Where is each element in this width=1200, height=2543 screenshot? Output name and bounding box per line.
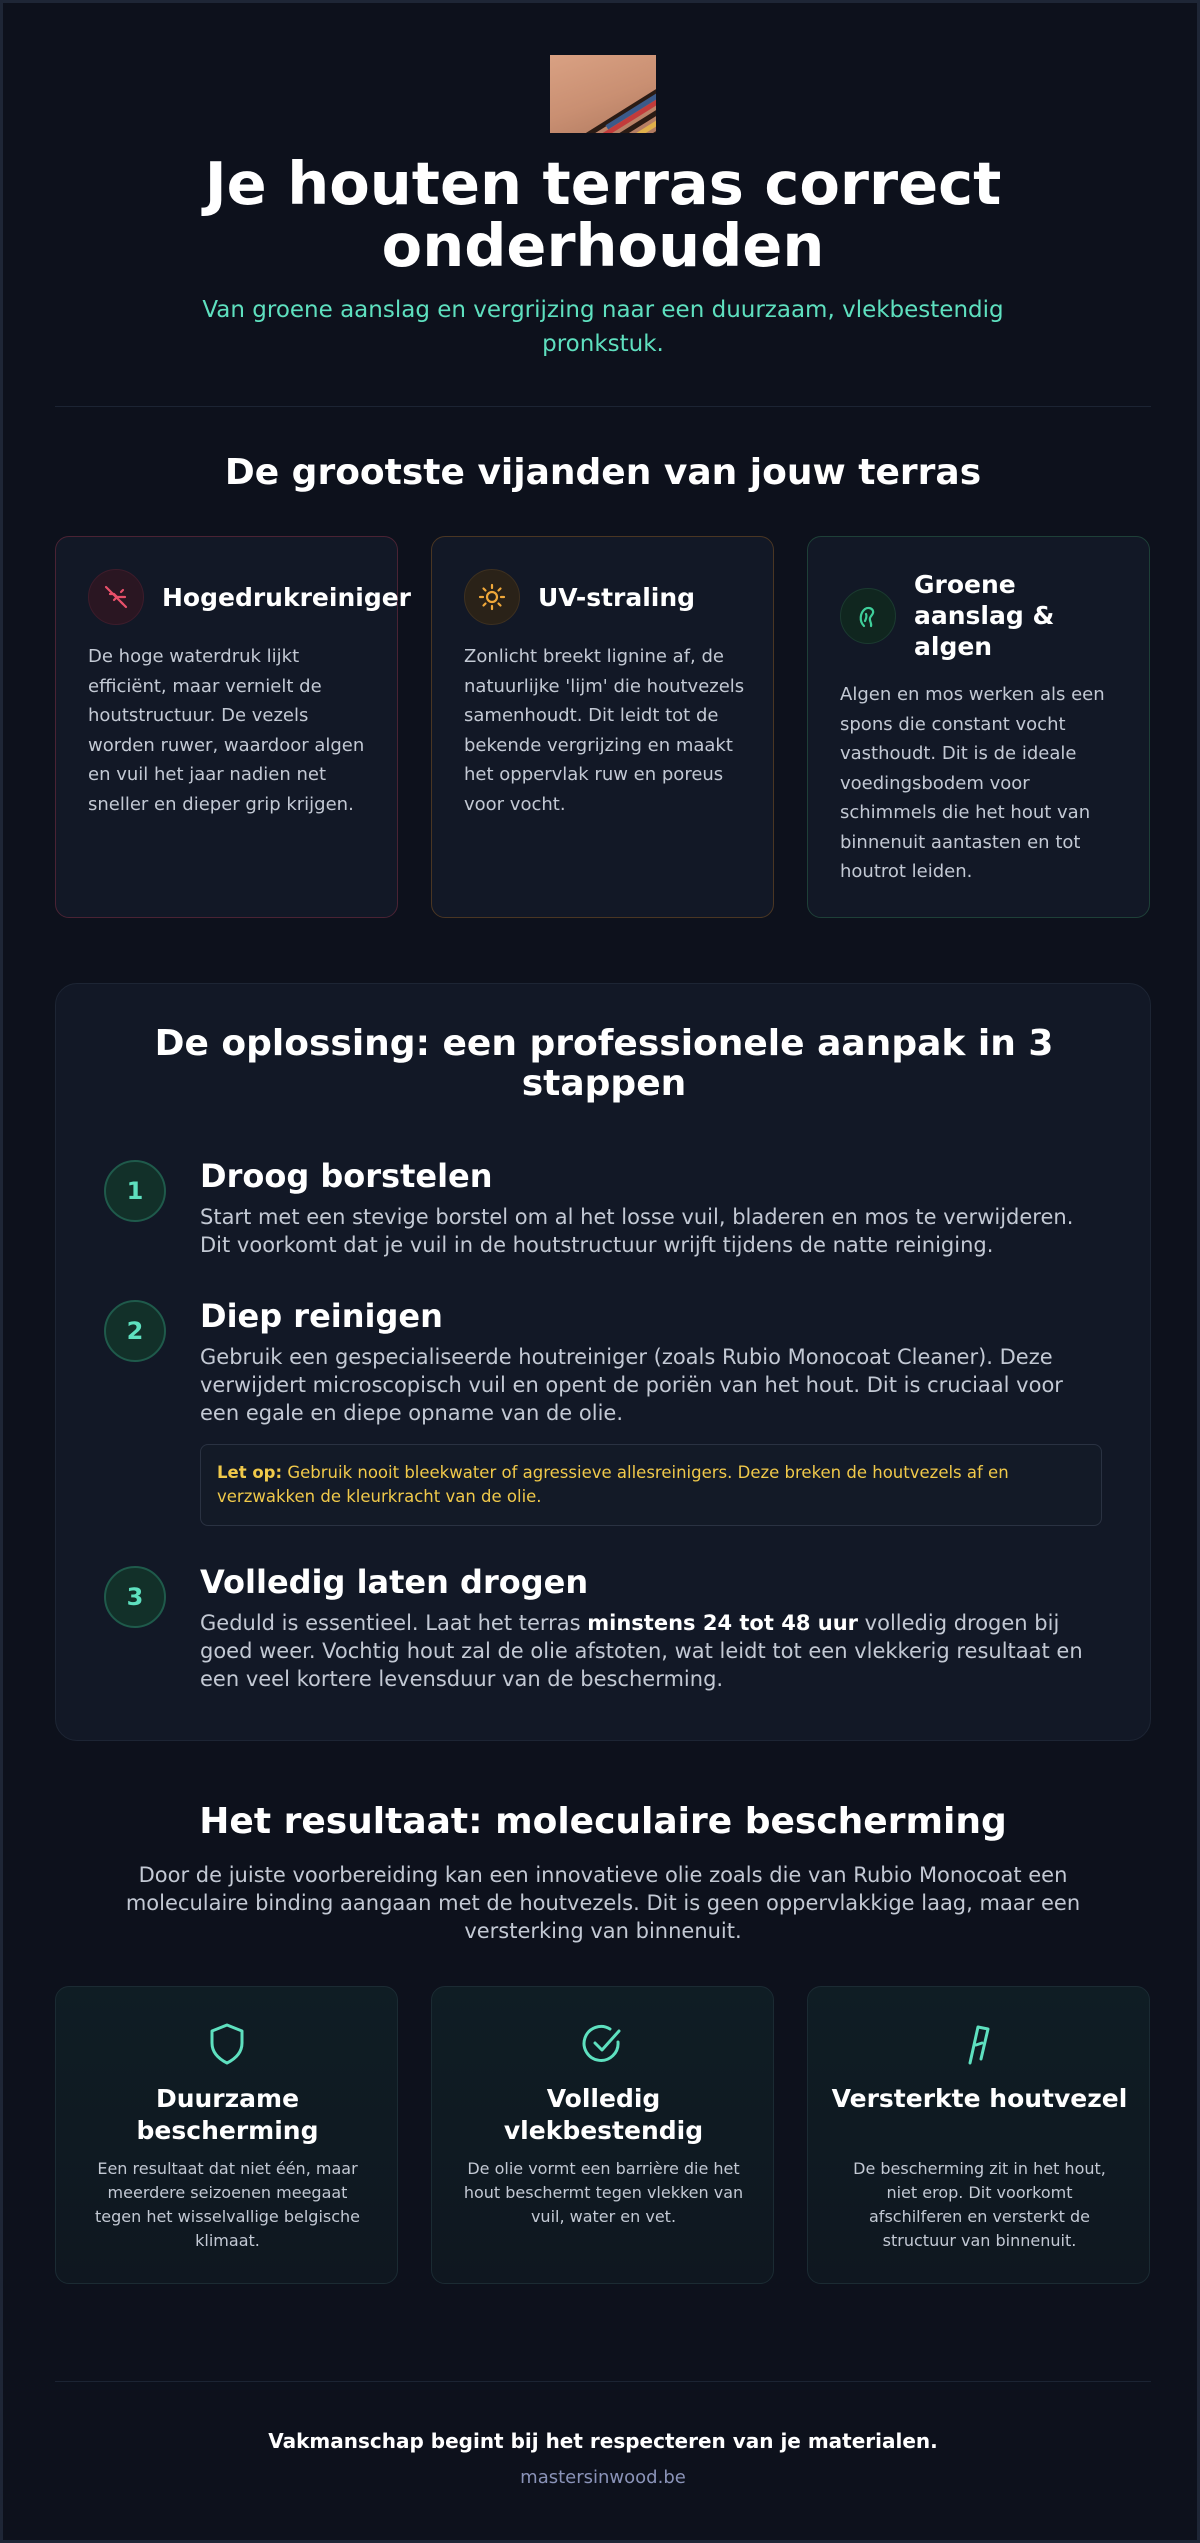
hero-wood-image xyxy=(550,55,656,133)
moss-icon xyxy=(840,588,896,644)
no-spray-icon xyxy=(88,569,144,625)
step-title: Diep reinigen xyxy=(200,1297,443,1335)
step-title: Volledig laten drogen xyxy=(200,1563,589,1601)
result-card-vlekbestendig xyxy=(431,1986,774,2284)
enemy-title: Hogedrukreiniger xyxy=(162,582,411,612)
result-card-duurzaam xyxy=(55,1986,398,2284)
result-text: Een resultaat dat niet één, maar meerdere seizoenen meegaat tegen het wisselvallige belgische klimaat. xyxy=(94,2159,361,2250)
step-number: 3 xyxy=(104,1566,166,1628)
step-number: 2 xyxy=(104,1300,166,1362)
result-intro: Door de juiste voorbereiding kan een innovatieve olie zoals die van Rubio Monocoat een moleculaire binding aangaan met de houtvezels. Dit is geen oppervlakkige laag, maar een versterking van binnenuit. xyxy=(125,1863,1081,1943)
result-title: Versterkte houtvezel xyxy=(831,2084,1128,2113)
solution-heading: De oplossing: een professionele aanpak in 3 stappen xyxy=(154,1023,1054,1104)
result-heading: Het resultaat: moleculaire bescherming xyxy=(199,1801,1007,1842)
wood-fiber-icon xyxy=(954,2019,1004,2069)
tip-box xyxy=(200,1444,1102,1526)
check-circle-icon xyxy=(578,2019,628,2069)
enemy-title: Groene aanslag & algen xyxy=(914,570,1055,661)
footer-tagline: Vakmanschap begint bij het respecteren van je materialen. xyxy=(268,2429,938,2453)
enemy-card-hogedrukreiniger xyxy=(55,536,411,918)
enemy-text: Zonlicht breekt lignine af, de natuurlijke 'lijm' die houtvezels samenhoudt. Dit leidt tot de bekende vergrijzing en maakt het oppervlak ruw en poreus voor vocht. xyxy=(464,646,745,815)
tip-label: Let op: xyxy=(217,1463,283,1482)
enemy-title: UV-straling xyxy=(538,582,696,612)
shield-icon xyxy=(202,2019,252,2069)
solution-section xyxy=(55,983,1151,1741)
result-card-houtvezel xyxy=(807,1986,1150,2284)
step-text: Start met een stevige borstel om al het losse vuil, bladeren en mos te verwijderen. Dit voorkomt dat je vuil in de houtstructuur wrijft tijdens de natte reiniging. xyxy=(200,1205,1074,1257)
header-divider xyxy=(55,406,1151,407)
step-title: Droog borstelen xyxy=(200,1157,493,1195)
page-subtitle: Van groene aanslag en vergrijzing naar een duurzaam, vlekbestendig pronkstuk. xyxy=(202,297,1004,357)
footer-divider xyxy=(55,2381,1151,2382)
step-number: 1 xyxy=(104,1160,166,1222)
result-title: Duurzame bescherming xyxy=(136,2084,319,2145)
footer-site-link[interactable]: mastersinwood.be xyxy=(520,2467,686,2488)
step-text: Gebruik een gespecialiseerde houtreiniger (zoals Rubio Monocoat Cleaner). Deze verwijdert microscopisch vuil en opent de poriën van het hout. Dit is cruciaal voor een egale en diepe opname van de olie. xyxy=(200,1345,1063,1425)
tip-text: Gebruik nooit bleekwater of agressieve allesreinigers. Deze breken de houtvezels af en verzwakken de kleurkracht van de olie. xyxy=(217,1463,1009,1506)
step-text: Geduld is essentieel. Laat het terras minstens 24 tot 48 uur volledig drogen bij goed weer. Vochtig hout zal de olie afstoten, wat leidt tot een vlekkerig resultaat en een veel kortere levensduur van de bescherming. xyxy=(200,1611,1083,1691)
enemies-heading: De grootste vijanden van jouw terras xyxy=(224,452,982,493)
enemy-card-groene-aanslag xyxy=(807,536,1150,918)
sun-icon xyxy=(464,569,520,625)
step-text-emphasis: minstens 24 tot 48 uur xyxy=(587,1611,858,1635)
enemy-text: Algen en mos werken als een spons die constant vocht vasthoudt. Dit is de ideale voedingsbodem voor schimmels die het hout van binnenuit aantasten en tot houtrot leiden. xyxy=(840,684,1105,882)
enemy-text: De hoge waterdruk lijkt efficiënt, maar vernielt de houtstructuur. De vezels worden ruwer, waardoor algen en vuil het jaar nadien net sneller en dieper grip krijgen. xyxy=(88,646,365,815)
result-text: De olie vormt een barrière die het hout beschermt tegen vlekken van vuil, water en vet. xyxy=(463,2159,744,2226)
enemy-card-uv-straling xyxy=(431,536,774,918)
result-text: De bescherming zit in het hout, niet erop. Dit voorkomt afschilferen en versterkt de structuur van binnenuit. xyxy=(853,2159,1106,2250)
result-title: Volledig vlekbestendig xyxy=(503,2084,704,2145)
page-title: Je houten terras correct onderhouden xyxy=(204,149,1002,280)
